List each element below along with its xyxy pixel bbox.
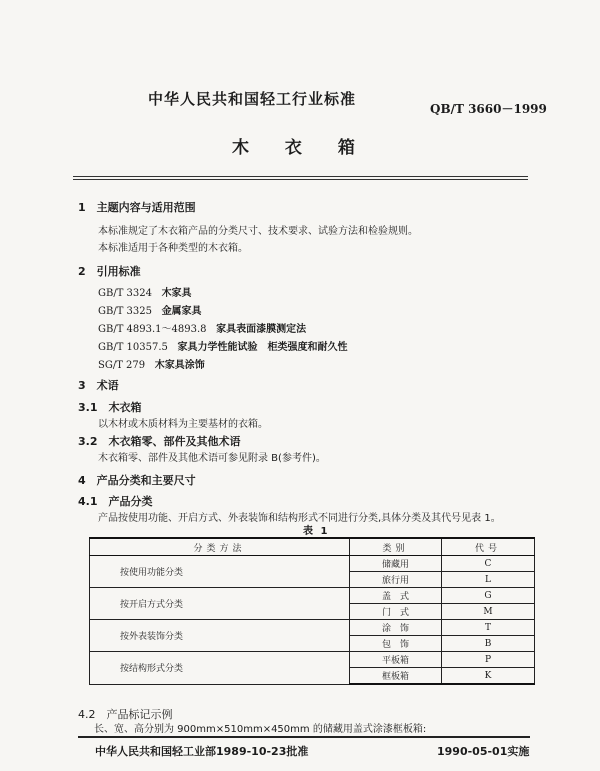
table-caption: 表 1: [303, 526, 330, 537]
reference-code: SG/T 279: [98, 360, 146, 371]
header-code: 代号: [442, 538, 535, 556]
reference-title: 木家具涂饰: [154, 360, 205, 371]
category-cell: 储藏用: [350, 556, 442, 572]
section-4-2-text: 长、宽、高分别为 900mm×510mm×450mm 的储藏用盖式涂漆框板箱:: [94, 724, 427, 735]
code-cell: M: [442, 604, 535, 620]
code-cell: P: [442, 652, 535, 668]
reference-item: [98, 320, 306, 335]
table-header-row: [90, 538, 535, 556]
section-3-2-heading: 3.2 木衣箱零、部件及其他术语: [78, 435, 241, 448]
code-cell: G: [442, 588, 535, 604]
section-1-paragraph-2: 本标准适用于各种类型的木衣箱。: [98, 243, 248, 254]
table-row: [90, 620, 535, 636]
reference-code: GB/T 3325: [98, 306, 153, 317]
method-cell: 按开启方式分类: [90, 588, 350, 620]
reference-title: 金属家具: [161, 306, 202, 317]
category-cell: 涂 饰: [350, 620, 442, 636]
method-cell: 按结构形式分类: [90, 652, 350, 685]
standard-code: QB/T 3660－1999: [430, 102, 547, 116]
section-3-1-text: 以木材或木质材料为主要基材的衣箱。: [98, 419, 268, 430]
code-cell: C: [442, 556, 535, 572]
category-cell: 盖 式: [350, 588, 442, 604]
section-1-heading: 1 主题内容与适用范围: [78, 201, 196, 214]
reference-item: [98, 284, 192, 299]
section-4-1-heading: 4.1 产品分类: [78, 495, 153, 508]
section-1-paragraph-1: 本标准规定了木衣箱产品的分类尺寸、技术要求、试验方法和检验规则。: [98, 226, 418, 237]
section-4-1-text: 产品按使用功能、开启方式、外表装饰和结构形式不同进行分类,具体分类及其代号见表 1。: [98, 513, 501, 524]
reference-item: [98, 302, 202, 317]
code-cell: K: [442, 668, 535, 685]
category-cell: 旅行用: [350, 572, 442, 588]
reference-item: [98, 356, 205, 371]
approval-date: 中华人民共和国轻工业部1989-10-23批准: [95, 745, 309, 758]
section-3-2-text: 木衣箱零、部件及其他术语可参见附录 B(参考件)。: [98, 453, 326, 464]
method-cell: 按外表装饰分类: [90, 620, 350, 652]
header-rule-thick: [73, 176, 528, 177]
code-cell: B: [442, 636, 535, 652]
category-cell: 包 饰: [350, 636, 442, 652]
reference-title: 家具表面漆膜测定法: [216, 324, 307, 335]
section-4-2-heading: 4.2 产品标记示例: [78, 708, 173, 721]
header-rule-thin: [73, 179, 528, 180]
issuing-organization: 中华人民共和国轻工行业标准: [148, 90, 357, 108]
code-cell: L: [442, 572, 535, 588]
method-cell: 按使用功能分类: [90, 556, 350, 588]
table-row: [90, 652, 535, 668]
classification-table: [89, 537, 535, 685]
document-title: 木 衣 箱: [232, 138, 370, 158]
category-cell: 门 式: [350, 604, 442, 620]
footer-rule: [78, 736, 530, 738]
header-category: 类别: [350, 538, 442, 556]
reference-title: 家具力学性能试验 柜类强度和耐久性: [177, 342, 348, 353]
reference-code: GB/T 4893.1～4893.8: [98, 324, 207, 335]
reference-title: 木家具: [161, 288, 192, 299]
section-2-heading: 2 引用标准: [78, 265, 141, 278]
category-cell: 框板箱: [350, 668, 442, 685]
code-cell: T: [442, 620, 535, 636]
reference-item: [98, 338, 347, 353]
reference-code: GB/T 3324: [98, 288, 153, 299]
section-3-1-heading: 3.1 木衣箱: [78, 401, 142, 414]
reference-code: GB/T 10357.5: [98, 342, 168, 353]
header-method: 分类方法: [90, 538, 350, 556]
effective-date: 1990-05-01实施: [437, 745, 530, 758]
section-4-heading: 4 产品分类和主要尺寸: [78, 474, 196, 487]
category-cell: 平板箱: [350, 652, 442, 668]
section-3-heading: 3 术语: [78, 379, 119, 392]
table-row: [90, 556, 535, 572]
table-row: [90, 588, 535, 604]
